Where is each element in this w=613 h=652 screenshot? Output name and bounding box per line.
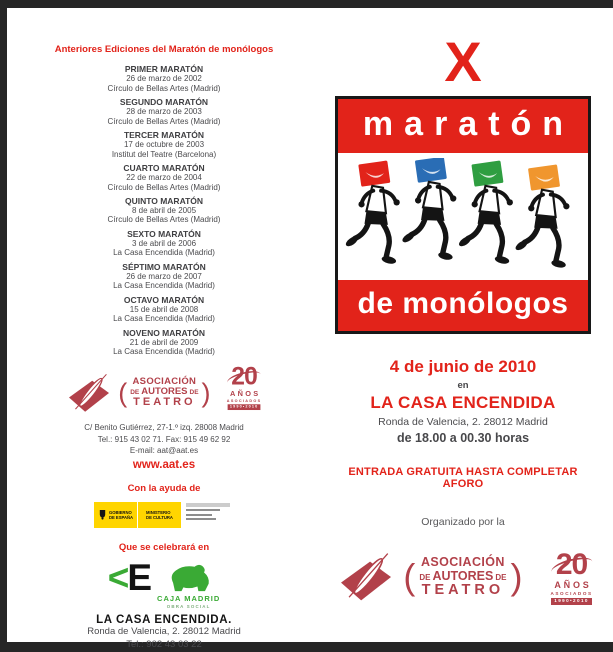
casa-encendida-logo <box>107 556 151 598</box>
event-address: Ronda de Valencia, 2. 28012 Madrid <box>378 416 548 428</box>
runners-illustration <box>338 153 588 280</box>
logo-paren: ) <box>510 556 523 598</box>
poster-title-top-text: maratón <box>362 105 575 143</box>
edition-venue: La Casa Encendida (Madrid) <box>113 248 215 258</box>
help-label: Con la ayuda de <box>127 482 201 494</box>
edition-item <box>40 262 288 291</box>
poster-title-top <box>338 99 588 153</box>
edition-date: 15 de abril de 2008 <box>129 304 199 314</box>
aat-autores: AUTORES <box>432 568 494 583</box>
casa-address: Ronda de Valencia, 2. 28012 Madrid <box>87 625 241 637</box>
gobierno-line2: DE ESPAÑA <box>108 514 134 520</box>
caja-madrid-label: CAJA MADRID <box>157 593 221 603</box>
edition-item <box>40 295 288 324</box>
years-anos: AÑOS <box>229 389 261 399</box>
poster-box <box>335 96 591 334</box>
logo-paren: ( <box>403 556 416 598</box>
edition-venue: Círculo de Bellas Artes (Madrid) <box>107 83 221 93</box>
venue-label: Que se celebrará en <box>118 541 210 553</box>
edition-venue: La Casa Encendida (Madrid) <box>113 281 215 291</box>
edition-name: SEGUNDO MARATÓN <box>119 97 209 108</box>
aat-logo-icon <box>333 552 399 602</box>
years-anos: AÑOS <box>554 580 592 590</box>
organized-by-label: Organizado por la <box>421 516 505 528</box>
edition-roman-numeral: X <box>444 30 482 93</box>
aat-de: DE <box>189 388 199 396</box>
edition-venue: La Casa Encendida (Madrid) <box>113 314 215 324</box>
edition-date: 26 de marzo de 2002 <box>126 74 202 84</box>
poster-title-bottom-text: de monólogos <box>357 287 569 320</box>
edition-name: CUARTO MARATÓN <box>123 163 205 174</box>
years-asociados: ASOCIADOS <box>550 590 593 596</box>
casa-logo-e: E <box>127 556 151 598</box>
dept-text-line <box>186 518 216 520</box>
ministerio-logo <box>138 502 181 528</box>
edition-name: OCTAVO MARATÓN <box>123 294 205 305</box>
free-entry-notice: ENTRADA GRATUITA HASTA COMPLETAR AFORO <box>348 466 578 490</box>
edition-venue: Círculo de Bellas Artes (Madrid) <box>107 215 221 225</box>
years-badge <box>226 365 261 410</box>
aat-logo-block-small <box>40 360 288 415</box>
previous-editions-heading: Anteriores Ediciones del Maratón de monólogos <box>54 44 274 55</box>
aat-website-link[interactable]: www.aat.es <box>132 458 196 471</box>
aat-logo-block-large <box>330 550 596 605</box>
logo-paren: ) <box>201 377 211 408</box>
edition-item <box>40 97 288 126</box>
edition-item <box>40 64 288 93</box>
edition-name: PRIMER MARATÓN <box>124 64 204 75</box>
right-column <box>330 30 596 605</box>
dept-bar <box>186 503 230 507</box>
aat-line1: ASOCIACIÓN <box>132 375 197 387</box>
poster-title-bottom <box>338 280 588 331</box>
aat-de: DE <box>419 572 431 582</box>
edition-item <box>40 229 288 258</box>
event-date: 4 de junio de 2010 <box>389 357 537 376</box>
edition-name: SÉPTIMO MARATÓN <box>122 261 206 272</box>
ministerio-line1: MINISTERIO <box>146 509 171 515</box>
left-column <box>40 44 288 652</box>
edition-date: 17 de octubre de 2003 <box>123 140 205 150</box>
ministry-logos <box>40 501 288 529</box>
obra-social-label: OBRA SOCIAL <box>166 603 211 609</box>
edition-item <box>40 196 288 225</box>
edition-date: 28 de marzo de 2003 <box>126 107 202 117</box>
logo-paren: ( <box>118 377 128 408</box>
casa-encendida-logo-block <box>40 556 288 609</box>
edition-date: 26 de marzo de 2007 <box>126 271 202 281</box>
aat-contact-block <box>40 422 288 457</box>
edition-date: 22 de marzo de 2004 <box>126 173 202 183</box>
casa-phone: Tel.: 902 43 03 22 <box>126 638 202 650</box>
edition-name: QUINTO MARATÓN <box>124 195 204 206</box>
aat-logo <box>63 373 210 413</box>
spain-crest-icon <box>98 509 107 520</box>
edition-venue: Círculo de Bellas Artes (Madrid) <box>107 182 221 192</box>
aat-phone: Tel.: 915 43 02 71. Fax: 915 49 62 92 <box>97 434 231 444</box>
aat-autores: AUTORES <box>141 385 188 397</box>
edition-item <box>40 130 288 159</box>
edition-name: SEXTO MARATÓN <box>127 228 201 239</box>
years-range: 1990•2010 <box>227 404 260 410</box>
aat-email: E-mail: aat@aat.es <box>129 446 199 456</box>
aat-logo <box>333 552 522 602</box>
ministerio-line2: DE CULTURA <box>146 514 173 520</box>
aat-line3: TEATRO <box>133 396 196 409</box>
aat-de: DE <box>495 572 507 582</box>
years-range: 1990•2010 <box>551 598 592 605</box>
edition-name: NOVENO MARATÓN <box>122 327 205 338</box>
aat-address: C/ Benito Gutiérrez, 27-1.º izq. 28008 Madrid <box>84 423 244 433</box>
event-venue: LA CASA ENCENDIDA <box>370 393 556 412</box>
dept-text-line <box>186 509 220 511</box>
dept-text-line <box>186 514 212 516</box>
years-number: 20 <box>230 363 257 391</box>
years-number: 20 <box>555 548 588 581</box>
caja-madrid-bear-icon <box>166 563 212 593</box>
ministry-department-block <box>182 501 234 529</box>
edition-venue: Institut del Teatre (Barcelona) <box>111 149 217 159</box>
edition-date: 8 de abril de 2005 <box>131 205 197 215</box>
aat-logo-icon <box>63 373 115 413</box>
edition-venue: Círculo de Bellas Artes (Madrid) <box>107 116 221 126</box>
casa-encendida-name: LA CASA ENCENDIDA. <box>96 613 232 626</box>
edition-venue: La Casa Encendida (Madrid) <box>113 346 215 356</box>
aat-line3: TEATRO <box>421 582 505 599</box>
event-in-label: en <box>457 380 469 391</box>
years-badge <box>550 550 592 605</box>
aat-de: DE <box>130 388 140 396</box>
edition-item <box>40 163 288 192</box>
aat-line1: ASOCIACIÓN <box>420 555 505 570</box>
event-hours: de 18.00 a 00.30 horas <box>396 431 530 445</box>
flyer-page <box>7 8 613 650</box>
years-asociados: ASOCIADOS <box>226 398 261 403</box>
gobierno-line1: GOBIERNO <box>108 509 132 515</box>
gobierno-logo <box>94 502 137 528</box>
casa-logo-angle: < <box>107 556 128 598</box>
edition-date: 3 de abril de 2006 <box>131 238 197 248</box>
edition-item <box>40 328 288 357</box>
edition-name: TERCER MARATÓN <box>123 130 205 141</box>
edition-date: 21 de abril de 2009 <box>129 337 199 347</box>
